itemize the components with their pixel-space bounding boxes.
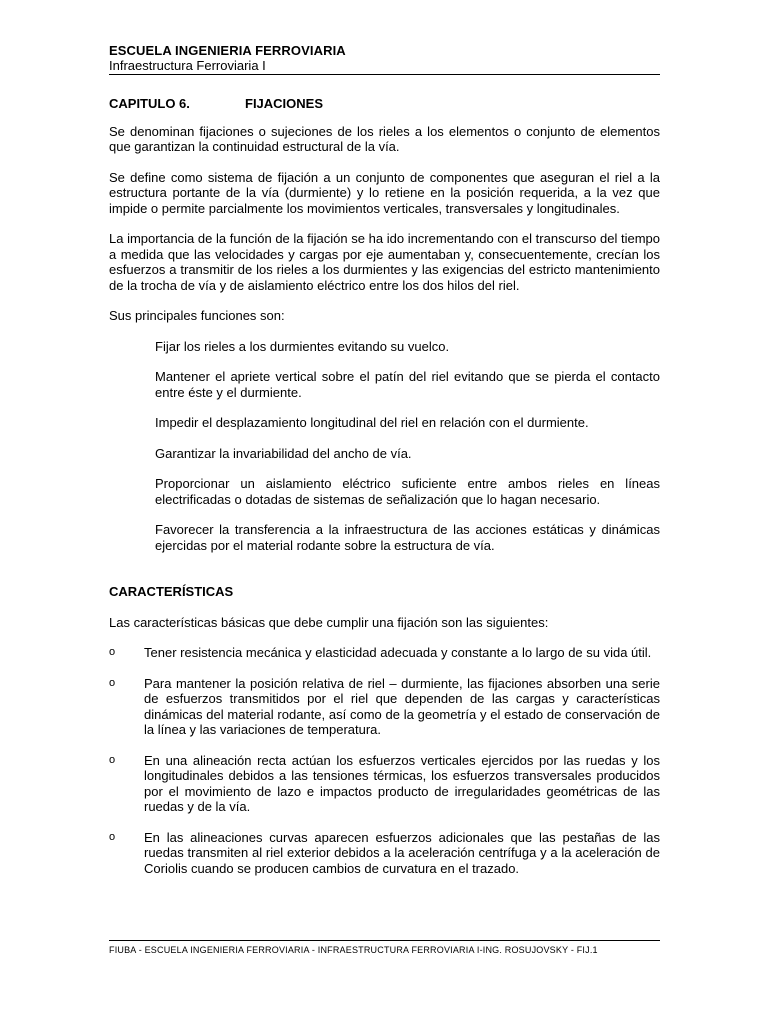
function-item: Proporcionar un aislamiento eléctrico suficiente entre ambos rieles en líneas electrificadas o dotadas de sistemas de señalización que lo hagan necesario. [155, 476, 660, 507]
page-content [109, 96, 660, 891]
page-header [109, 43, 660, 75]
intro-paragraph-2: Se define como sistema de fijación a un conjunto de componentes que aseguran el riel a la estructura portante de la vía (durmiente) y lo retiene en la posición requerida, a la vez que impide o permite parcialmente los movimientos verticales, transversales y longitudinales. [109, 169, 660, 216]
function-item: Fijar los rieles a los durmientes evitando su vuelco. [155, 338, 450, 354]
characteristic-item [109, 753, 660, 815]
intro-paragraph-3: La importancia de la función de la fijación se ha ido incrementando con el transcurso del tiempo a medida que las velocidades y cargas por eje aumentaban y, consecuentemente, crecían los esfuerzos a transmitir de los rieles a los durmientes y las exigencias del estricto mantenimiento de la trocha de vía y de aislamiento eléctrico entre los dos hilos del riel. [109, 231, 660, 293]
characteristic-item [109, 676, 660, 738]
functions-intro: Sus principales funciones son: [109, 308, 285, 323]
characteristics-title: CARACTERÍSTICAS [109, 584, 234, 599]
characteristics-intro: Las características básicas que debe cumplir una fijación son las siguientes: [109, 614, 549, 630]
intro-paragraph-1: Se denominan fijaciones o sujeciones de los rieles a los elementos o conjunto de elementos que garantizan la continuidad estructural de la vía. [109, 123, 660, 154]
header-course: Infraestructura Ferroviaria I [109, 58, 266, 73]
characteristic-text: En una alineación recta actúan los esfuerzos verticales ejercidos por las ruedas y los longitudinales debidos a las tensiones térmicas, los esfuerzos transversales producidos por el movimiento de lazo e impactos producto de irregularidades geométricas de las ruedas y de la vía. [144, 752, 660, 814]
function-item: Garantizar la invariabilidad del ancho de vía. [155, 445, 412, 461]
chapter-title: FIJACIONES [245, 96, 324, 111]
chapter-heading [109, 96, 660, 112]
function-item: Impedir el desplazamiento longitudinal del riel en relación con el durmiente. [155, 415, 589, 430]
bullet-marker: o [109, 753, 116, 766]
function-item: Mantener el apriete vertical sobre el patín del riel evitando que se pierda el contacto entre éste y el durmiente. [155, 369, 660, 400]
characteristic-item [109, 830, 660, 877]
bullet-marker: o [109, 830, 116, 843]
characteristics-list [109, 645, 660, 876]
bullet-marker: o [109, 646, 116, 658]
functions-list [109, 339, 660, 554]
characteristic-item [109, 645, 660, 661]
characteristic-text: Tener resistencia mecánica y elasticidad adecuada y constante a lo largo de su vida útil. [144, 645, 652, 660]
header-school: ESCUELA INGENIERIA FERROVIARIA [109, 43, 346, 58]
bullet-marker: o [109, 676, 116, 689]
characteristic-text: Para mantener la posición relativa de riel – durmiente, las fijaciones absorben una serie de esfuerzos transmitidos por el riel que dependen de las cargas y características dinámicas del material rodante, así como de la geometría y el estado de conservación de la línea y las variaciones de temperatura. [144, 675, 660, 737]
function-item: Favorecer la transferencia a la infraestructura de las acciones estáticas y dinámicas ejercidas por el material rodante sobre la estructura de vía. [155, 522, 660, 553]
chapter-number: CAPITULO 6. [109, 96, 190, 111]
page-footer: FIUBA - ESCUELA INGENIERIA FERROVIARIA - INFRAESTRUCTURA FERROVIARIA I-ING. ROSUJOVSKY - FIJ.1 [109, 940, 660, 956]
characteristic-text: En las alineaciones curvas aparecen esfuerzos adicionales que las pestañas de las ruedas transmiten al riel exterior debidos a la aceleración centrífuga y a la aceleración de Coriolis cuando se producen cambios de curvatura en el trazado. [144, 829, 660, 876]
